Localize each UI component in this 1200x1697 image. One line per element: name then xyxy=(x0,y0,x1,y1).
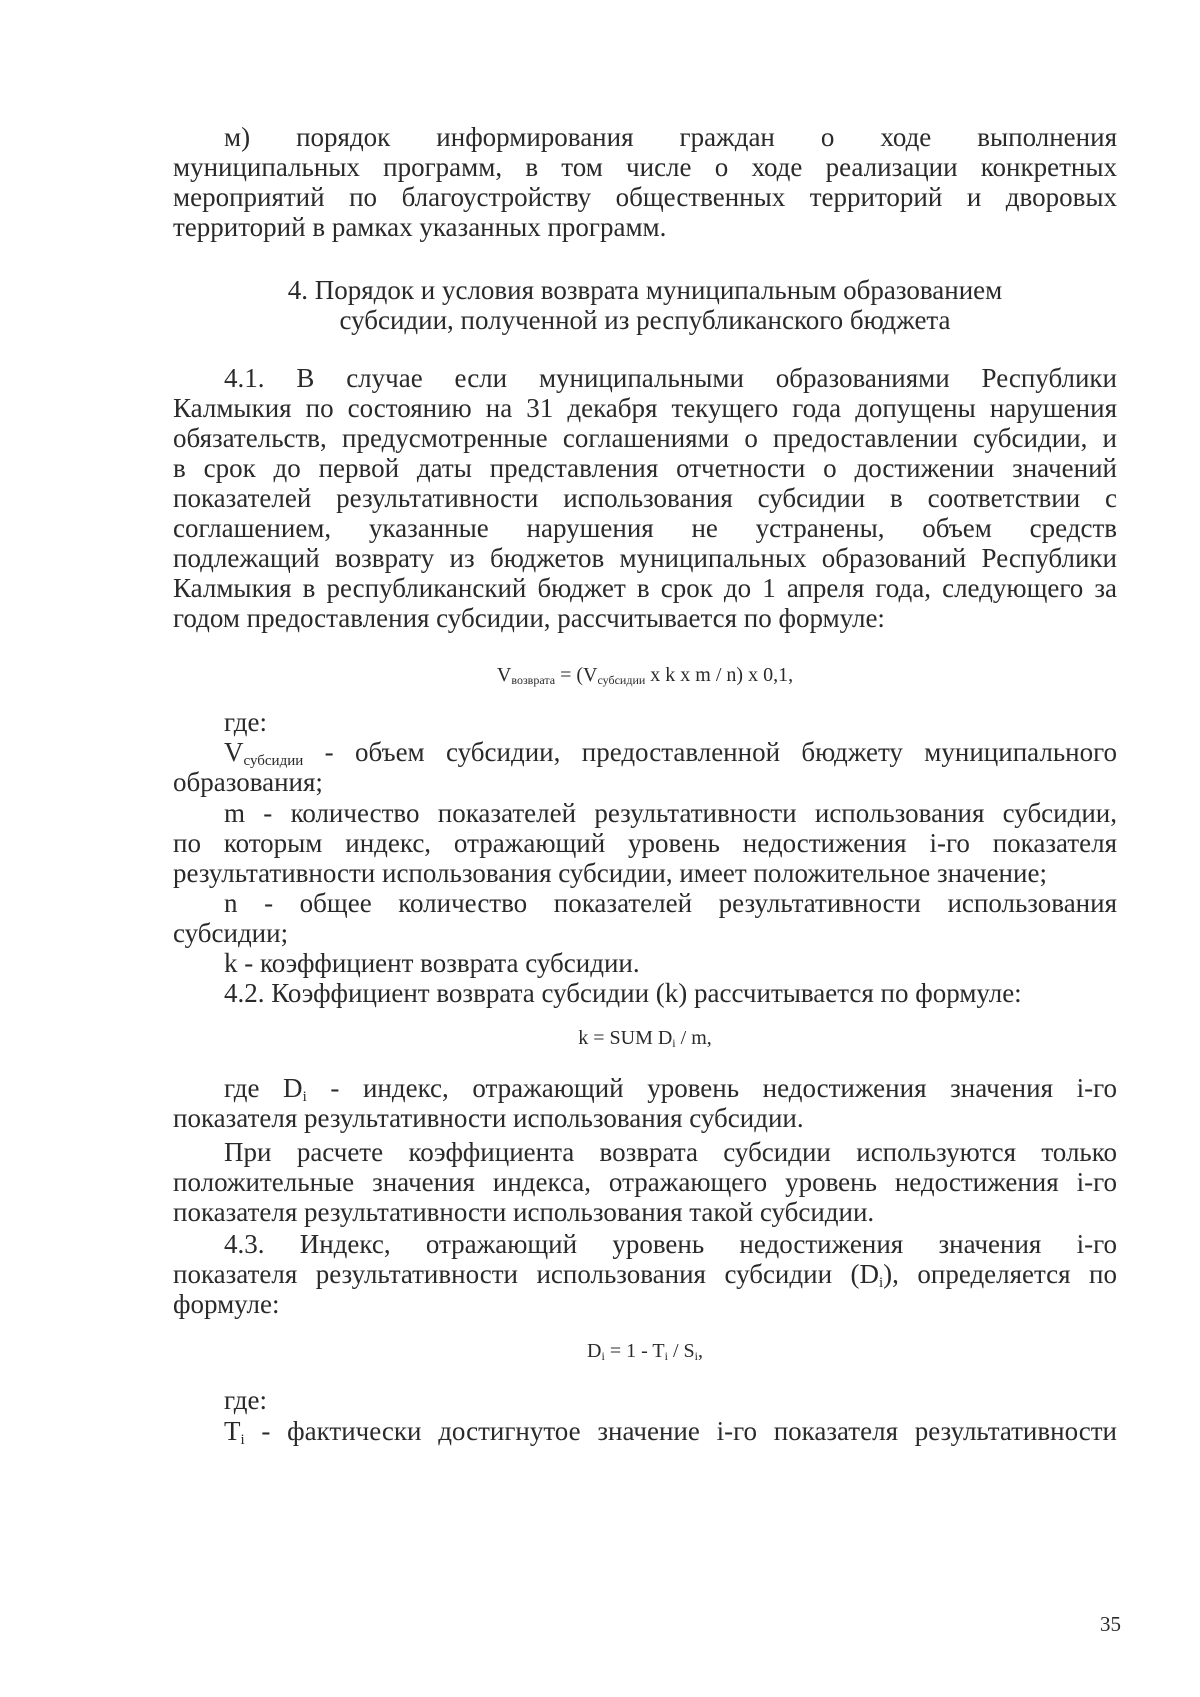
definition-k: k - коэффициент возврата субсидии. xyxy=(224,948,640,978)
paragraph-4-3: 4.3. Индекс, отражающий уровень недостижения значения i-го xyxy=(224,1229,1117,1259)
paragraph-4-3-line-3: формуле: xyxy=(173,1289,280,1319)
formula-return-coefficient: k = SUM Di / m, xyxy=(578,1027,712,1050)
paragraph-m-line: м) порядок информирования граждан о ходе выполнения xyxy=(224,122,1117,152)
paragraph-4-1-line: 4.1. В случае если муниципальными образованиями Республики xyxy=(224,363,1117,393)
definition-m-line-2: по которым индекс, отражающий уровень недостижения i-го показателя xyxy=(173,828,1117,858)
where-label: где: xyxy=(224,1385,267,1415)
paragraph-4-1-line: соглашением, указанные нарушения не устранены, объем средств xyxy=(173,513,1117,543)
paragraph-calculation: При расчете коэффициента возврата субсидии используются только xyxy=(224,1137,1117,1167)
formula-return-volume: Vвозврата = (Vсубсидии x k x m / n) x 0,1, xyxy=(496,664,794,687)
paragraph-4-3-line-2: показателя результативности использования субсидии $(D_i)$, определяется по xyxy=(173,1259,1117,1291)
paragraph-m-line: территорий в рамках указанных программ. xyxy=(173,212,667,242)
definition-di-line-2: показателя результативности использования субсидии. xyxy=(173,1103,804,1133)
paragraph-4-2: 4.2. Коэффициент возврата субсидии (k) рассчитывается по формуле: xyxy=(224,978,1022,1008)
page-number: 35 xyxy=(1100,1612,1121,1636)
definition-di: где $D_i$ - индекс, отражающий уровень недостижения значения i-го xyxy=(224,1073,1117,1105)
definition-n-line-2: субсидии; xyxy=(173,918,289,948)
paragraph-calculation-line-2: положительные значения индекса, отражающего уровень недостижения i-го xyxy=(173,1167,1117,1197)
definition-m-line-3: результативности использования субсидии, имеет положительное значение; xyxy=(173,858,1047,888)
paragraph-m-line: мероприятий по благоустройству общественных территорий и дворовых xyxy=(173,182,1117,212)
definition-n: n - общее количество показателей результативности использования xyxy=(224,888,1117,918)
formula-index: Di = 1 - Ti / Si, xyxy=(587,1340,703,1363)
paragraph-4-1-line: обязательств, предусмотренные соглашениями о предоставлении субсидии, и xyxy=(173,423,1117,453)
paragraph-4-1-line: годом предоставления субсидии, рассчитывается по формуле: xyxy=(173,603,885,633)
section-heading-line-1: 4. Порядок и условия возврата муниципальным образованием xyxy=(287,275,1003,305)
definition-v-subsidy: $V_{субсидии}$ - объем субсидии, предоставленной бюджету муниципального xyxy=(224,737,1117,769)
paragraph-4-1-line: в срок до первой даты представления отчетности о достижении значений xyxy=(173,453,1117,483)
section-heading-line-2: субсидии, полученной из республиканского бюджета xyxy=(339,305,951,335)
paragraph-calculation-line-3: показателя результативности использования такой субсидии. xyxy=(173,1197,875,1227)
paragraph-4-1-line: показателей результативности использования субсидии в соответствии с xyxy=(173,483,1117,513)
definition-v-subsidy-line-2: образования; xyxy=(173,767,323,797)
paragraph-m-line: муниципальных программ, в том числе о ходе реализации конкретных xyxy=(173,152,1117,182)
definition-m: m - количество показателей результативности использования субсидии, xyxy=(224,798,1117,828)
where-label: где: xyxy=(224,707,267,737)
paragraph-4-1-line: Калмыкия по состоянию на 31 декабря текущего года допущены нарушения xyxy=(173,393,1117,423)
paragraph-4-1-line: подлежащий возврату из бюджетов муниципальных образований Республики xyxy=(173,543,1117,573)
paragraph-4-1-line: Калмыкия в республиканский бюджет в срок до 1 апреля года, следующего за xyxy=(173,573,1117,603)
definition-ti: $T_i$ - фактически достигнутое значение i-го показателя результативности xyxy=(224,1416,1117,1448)
